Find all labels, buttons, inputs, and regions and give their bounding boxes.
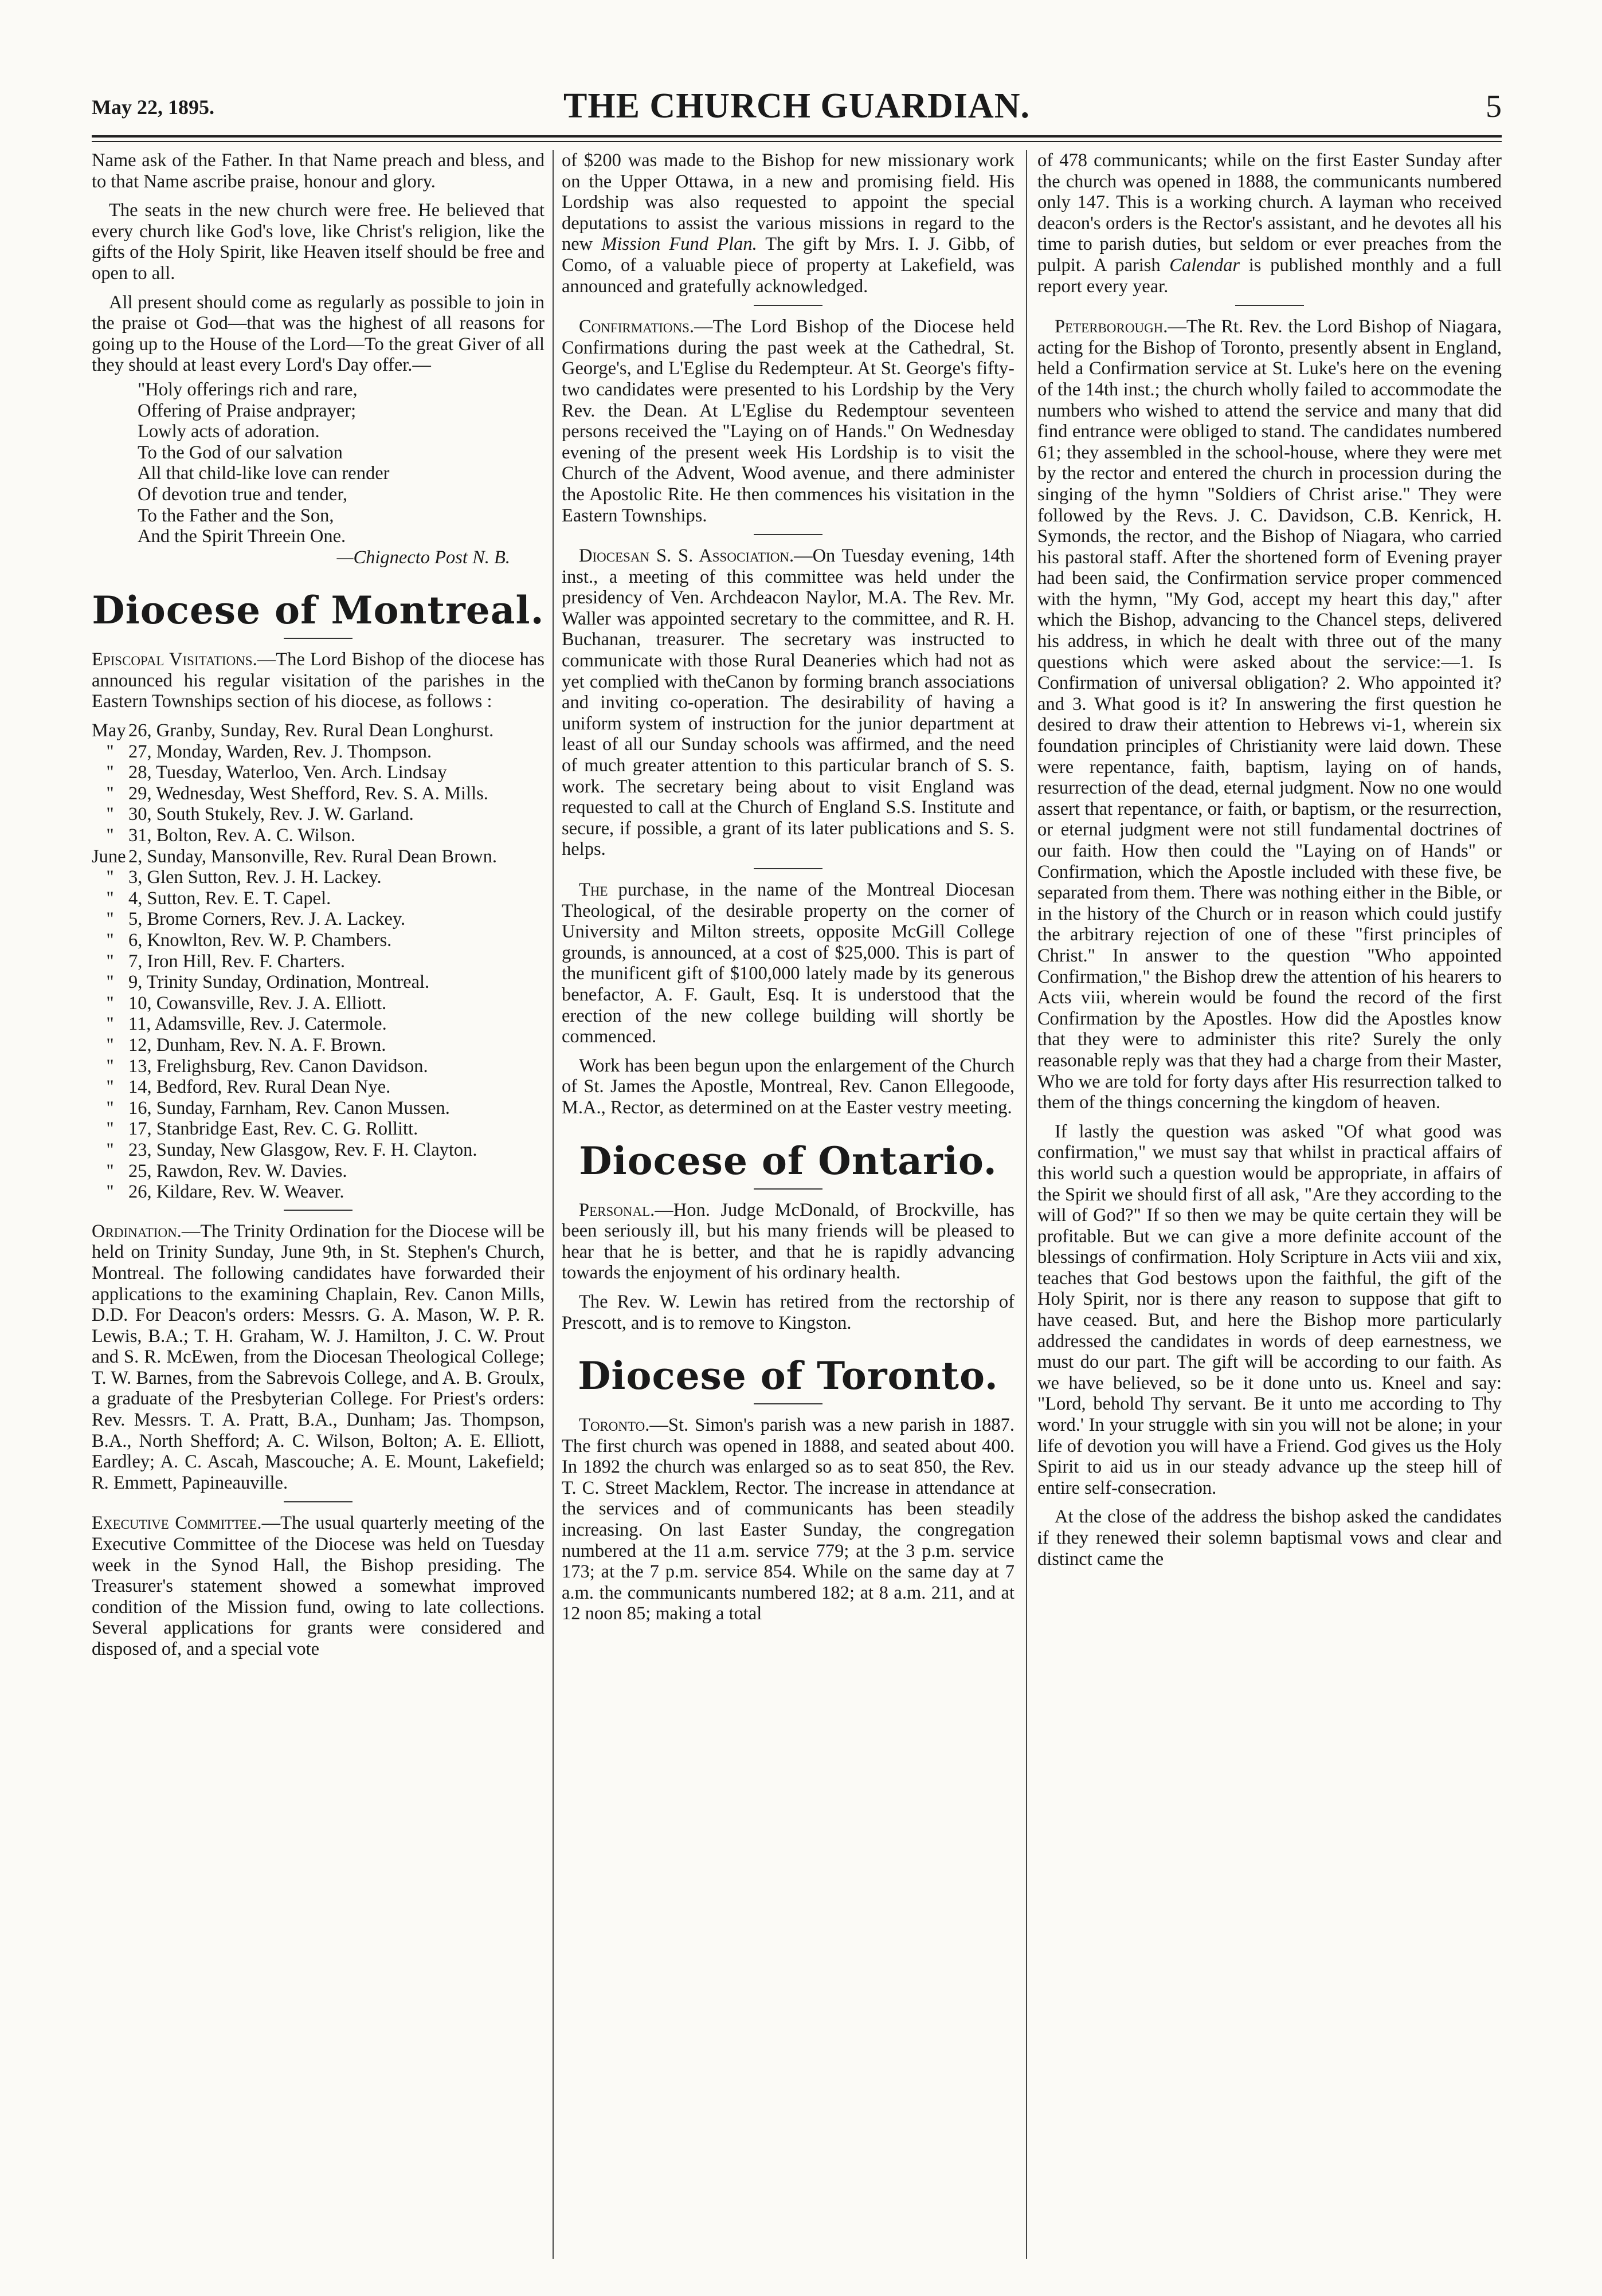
article-text: purchase, in the name of the Montreal Diocesan Theological, of the desirable property on the corner of University and Milton streets, opposite McGill College grounds, is announced, at a cost of $25,000. This is part of the munificent gift of $100,000 lately made by its generous benefactor, A. F. Gault, Esq. It is understood that the erection of the new college building will shortly be commenced. [562, 880, 1015, 1047]
article-paragraph: The seats in the new church were free. He believed that every church like God's love, like Christ's religion, like the gifts of the Holy Spirit, like Heaven itself should be free and open to all. [92, 200, 545, 284]
schedule-row [92, 1118, 545, 1140]
article-text: —The Trinity Ordination for the Diocese will be held on Trinity Sunday, June 9th, in St. Stephen's Church, Montreal. The following candidates have forwarded their applications to the examining Chaplain, Rev. Canon Mills, D.D. For Deacon's orders: Messrs. G. A. Mason, W. P. R. Lewis, B.A.; T. H. Graham, W. J. Hamilton, J. C. W. Prout and S. R. McEwen, from the Diocesan Theological College; T. W. Barnes, from the Sabrevois College, and A. B. Groulx, a graduate of the Presbyterian College. For Priest's orders: Rev. Messrs. T. A. Pratt, B.A., Dunham; Jas. Thompson, B.A., North Shefford; A. C. Wilson, Bolton; A. E. Elliott, Eardley; A. C. Ascah, Mascouche; A. E. Mount, Lakefield; R. Emmett, Papineauville. [92, 1220, 545, 1493]
schedule-entry: 12, Dunham, Rev. N. A. F. Brown. [128, 1034, 386, 1055]
schedule-month: " [106, 825, 114, 846]
short-rule [284, 1210, 352, 1211]
short-rule [754, 1403, 822, 1404]
section-heading-toronto: Diocese of Toronto. [578, 1353, 998, 1399]
schedule-month: " [106, 783, 114, 804]
section-heading-montreal: Diocese of Montreal. [92, 588, 545, 633]
schedule-row [92, 909, 545, 930]
schedule-month: " [106, 972, 114, 993]
lead-in: The [579, 880, 608, 900]
article-text: —The Lord Bishop of the diocese has announced his regular visitation of the parishes in the Eastern Townships section of his diocese, as follows : [92, 649, 545, 712]
schedule-row [92, 762, 545, 783]
short-rule [284, 638, 352, 639]
short-rule [1235, 305, 1304, 306]
schedule-row [92, 1056, 545, 1077]
page-number: 5 [1486, 89, 1502, 124]
schedule-row [92, 972, 545, 993]
masthead-rule-thin [92, 141, 1502, 142]
schedule-month: " [106, 909, 114, 930]
schedule-entry: 30, South Stukely, Rev. J. W. Garland. [128, 804, 414, 825]
poem [138, 379, 545, 568]
schedule-entry: 10, Cowansville, Rev. J. A. Elliott. [128, 992, 387, 1014]
visitation-schedule [92, 720, 545, 1203]
schedule-row [92, 993, 545, 1014]
article-text: —On Tuesday evening, 14th inst., a meeting of this committee was held under the presidency of Ven. Archdeacon Naylor, M.A. The Rev. Mr. Waller was appointed secretary to the committee, and R. H. Buchanan, treasurer. The secretary was instructed to communicate with those Rural Deaneries which had not as yet complied with theCanon by forming branch associations and inviting co-operation. The desirability of having a uniform system of instruction for the junior department at least of all our Sunday schools was affirmed, and the need of much greater attention to this particular branch of S. S. work. The secretary being about to visit England was requested to call at the Church of England S.S. Institute and secure, if possible, a grant of its later publications and S. S. helps. [562, 545, 1015, 860]
schedule-entry: 2, Sunday, Mansonville, Rev. Rural Dean Brown. [128, 846, 497, 867]
schedule-month: " [106, 1034, 114, 1055]
schedule-entry: 5, Brome Corners, Rev. J. A. Lackey. [128, 909, 406, 930]
schedule-row [92, 930, 545, 951]
poem-line: And the Spirit Threein One. [138, 526, 346, 547]
poem-line: To the God of our salvation [138, 442, 343, 463]
schedule-row [92, 825, 545, 846]
schedule-month: " [106, 1182, 114, 1203]
schedule-month: " [106, 1160, 114, 1182]
schedule-row [92, 1035, 545, 1056]
poem-line: Lowly acts of adoration. [138, 421, 320, 442]
article-paragraph: Name ask of the Father. In that Name preach and bless, and to that Name ascribe praise, honour and glory. [92, 150, 545, 192]
lead-in: Ordination. [92, 1220, 182, 1242]
schedule-row [92, 846, 545, 868]
schedule-month: " [106, 867, 114, 888]
schedule-month: " [106, 930, 114, 951]
schedule-row [92, 804, 545, 825]
schedule-entry: 17, Stanbridge East, Rev. C. G. Rollitt. [128, 1118, 418, 1140]
article-text: is published monthly and a full report every year. [1037, 254, 1502, 297]
schedule-row [92, 1077, 545, 1098]
schedule-entry: 4, Sutton, Rev. E. T. Capel. [128, 888, 331, 909]
lead-in: Toronto. [579, 1415, 650, 1436]
article-text: of 478 communicants; while on the first Easter Sunday after the church was opened in 1888, the communicants numbered only 147. This is a working church. A layman who received deacon's orders is the Rector's assistant, and he devotes all his time to parish duties, but seldom or ever preaches from the pulpit. A parish [1037, 150, 1502, 276]
schedule-entry: 14, Bedford, Rev. Rural Dean Nye. [128, 1077, 391, 1098]
schedule-month: " [106, 804, 114, 825]
schedule-month: " [106, 741, 114, 762]
short-rule [754, 868, 822, 869]
schedule-entry: 25, Rawdon, Rev. W. Davies. [128, 1160, 347, 1182]
article-paragraph: Work has been begun upon the enlargement of the Church of St. James the Apostle, Montreal, Rev. Canon Ellegoode, M.A., Rector, as determined on at the Easter vestry meeting. [562, 1055, 1015, 1118]
schedule-month: " [106, 1077, 114, 1098]
masthead-rule-thick [92, 135, 1502, 138]
issue-date: May 22, 1895. [92, 96, 214, 119]
schedule-month: " [106, 1139, 114, 1160]
schedule-row [92, 1182, 545, 1203]
schedule-entry: 3, Glen Sutton, Rev. J. H. Lackey. [128, 867, 382, 888]
short-rule [754, 1188, 822, 1190]
short-rule [754, 305, 822, 306]
lead-in: Episcopal Visitations. [92, 649, 257, 670]
schedule-entry: 23, Sunday, New Glasgow, Rev. F. H. Clayton. [128, 1139, 477, 1160]
schedule-month: " [106, 762, 114, 783]
schedule-row [92, 720, 545, 741]
schedule-row [92, 867, 545, 888]
schedule-row [92, 1098, 545, 1119]
schedule-month: " [106, 1118, 114, 1140]
schedule-entry: 26, Kildare, Rev. W. Weaver. [128, 1182, 344, 1203]
article-paragraph: The Rev. W. Lewin has retired from the rectorship of Prescott, and is to remove to Kingston. [562, 1291, 1015, 1333]
schedule-month: " [106, 888, 114, 909]
schedule-row [92, 1140, 545, 1161]
newspaper-title: THE CHURCH GUARDIAN. [563, 87, 1030, 125]
lead-in: Confirmations. [579, 316, 695, 337]
schedule-entry: 28, Tuesday, Waterloo, Ven. Arch. Lindsay [128, 762, 447, 783]
column-1 [92, 150, 545, 1668]
schedule-month: " [106, 1055, 114, 1077]
schedule-entry: 16, Sunday, Farnham, Rev. Canon Mussen. [128, 1097, 450, 1118]
schedule-entry: 6, Knowlton, Rev. W. P. Chambers. [128, 930, 392, 951]
schedule-entry: 31, Bolton, Rev. A. C. Wilson. [128, 825, 355, 846]
column-3 [1037, 150, 1502, 1577]
schedule-month: May [92, 720, 126, 741]
column-2 [562, 150, 1015, 1632]
article-text: The gift by Mrs. I. J. Gibb, of Como, of a valuable piece of property at Lakefield, was announced and gratefully acknowledged. [562, 234, 1015, 297]
schedule-entry: 9, Trinity Sunday, Ordination, Montreal. [128, 972, 430, 993]
schedule-entry: 13, Frelighsburg, Rev. Canon Davidson. [128, 1055, 428, 1077]
poem-line: Offering of Praise andprayer; [138, 400, 357, 421]
masthead [92, 86, 1502, 132]
column-divider [1026, 150, 1027, 2259]
article-paragraph: If lastly the question was asked "Of what good was confirmation," we must say that whilst in practical affairs of this world such a question would be appropriate, in affairs of the Spirit we should first of all ask, "Are they according to the will of God?" If so then we may be quite certain they will be profitable. But we can give a more definite account of the blessings of confirmation. Holy Scripture in Acts viii and xix, teaches that God bestows upon the faithful, the gift of the Holy Spirit, nor is there any reason to suppose that gift to have ceased. But, and here the Bishop more particularly addressed the candidates in words of deep earnestness, we must do our part. The gift will be according to our faith. As we have believed, so be it done unto us. Kneel and say: "Lord, behold Thy servant. Be it unto me according to Thy word.' In your struggle with sin you will not be alone; in your life of devotion you will have a Friend. God gives us the Holy Spirit to aid us in our steady advance up the steep hill of entire self-consecration. [1037, 1121, 1502, 1498]
lead-in: Personal. [579, 1199, 655, 1220]
schedule-month: " [106, 951, 114, 972]
schedule-month: June [92, 846, 126, 867]
article-text: —The Lord Bishop of the Diocese held Confirmations during the past week at the Cathedral, St. George's, and L'Eglise du Redempteur. At St. George's fifty-two candidates were presented to his Lordship by the Very Rev. the Dean. At L'Eglise du Redemptour seventeen persons received the "Laying on of Hands." On Wednesday evening of the present week His Lordship is to visit the Church of the Advent, Wood avenue, and there administer the Apostolic Rite. He then commences his visitation in the Eastern Townships. [562, 316, 1015, 526]
poem-attribution: —Chignecto Post N. B. [336, 547, 510, 568]
schedule-entry: 11, Adamsville, Rev. J. Catermole. [128, 1014, 387, 1035]
schedule-row [92, 1014, 545, 1035]
article-text: —St. Simon's parish was a new parish in 1887. The first church was opened in 1888, and seated about 400. In 1892 the church was enlarged so as to seat 850, the Rev. T. C. Street Macklem, Rector. The increase in attendance at the services and of communicants has been steadily increasing. On last Easter Sunday, the congregation numbered at the 11 a.m. service 779; at the 3 p.m. service 173; at the 7 p.m. service 854. While on the same day at 7 a.m. the communicants numbered 182; at 8 a.m. 211, and at 12 noon 85; making a total [562, 1415, 1015, 1624]
article-text-italic: Calendar [1169, 254, 1240, 276]
schedule-row [92, 951, 545, 972]
poem-line: Of devotion true and tender, [138, 484, 348, 505]
schedule-entry: 29, Wednesday, West Shefford, Rev. S. A. Mills. [128, 783, 488, 804]
schedule-row [92, 783, 545, 804]
schedule-entry: 26, Granby, Sunday, Rev. Rural Dean Longhurst. [128, 720, 494, 741]
article-text: of $200 was made to the Bishop for new missionary work on the Upper Ottawa, in a new and promising field. His Lordship was also requested to appoint the special deputations to assist the various missions in regard to the new [562, 150, 1015, 255]
poem-line: "Holy offerings rich and rare, [138, 379, 358, 400]
poem-line: To the Father and the Son, [138, 505, 334, 526]
lead-in: Executive Committee. [92, 1513, 262, 1534]
column-divider [553, 150, 554, 2259]
short-rule [284, 1501, 352, 1502]
schedule-month: " [106, 992, 114, 1014]
schedule-row [92, 888, 545, 909]
section-heading-ontario: Diocese of Ontario. [579, 1138, 997, 1183]
article-text: —The Rt. Rev. the Lord Bishop of Niagara, acting for the Bishop of Toronto, presently absent in England, held a Confirmation service at St. Luke's here on the evening of the 14th inst.; the church wholly failed to accommodate the numbers who wished to attend the service and many that did find entrance were obliged to stand. The candidates numbered 61; they assembled in the school-house, where they were met by the rector and entered the church in procession during the singing of the hymn "Soldiers of Christ arise." They were followed by the Revs. J. C. Davidson, C.B. Kenrick, H. Symonds, the rector, and the Bishop of Niagara, who carried his pastoral staff. After the shortened form of Evening prayer had been said, the Confirmation service proper commenced with the hymn, "My God, accept my heart this day," after which the Bishop, advancing to the Chancel steps, delivered his address, in which he dealt with three out of the many questions which were asked about the service:—1. Is Confirmation of universal obligation? 2. Who appointed it? and 3. What good is it? In answering the first question he desired to draw their attention to Hebrews vi-1, wherein six foundation principles of Christianity were laid down. These were repentance, faith, baptism, laying on of hands, resurrection of the dead, eternal judgment. Now no one would assert that repentance, or faith, or baptism, or the resurrection, or eternal judgment were not still fundamental doctrines of our faith. How then could the "Laying on of Hands" or Confirmation, which the Apostle included with these five, be separated from them. There was nothing either in the Bible, or in the history of the Church or in reason which could justify the arbitrary rejection of one of these "first principles of Christ." In answer to the question "Who appointed Confirmation," the Bishop drew the attention of his hearers to Acts viii, wherein would be found the record of the first Confirmation by the Apostles. How did the Apostles know that they were to administer this rite? Surely the only reasonable reply was that they had a charge from their Master, Who we are told for forty days after His resurrection talked to them of the things concerning the kingdom of heaven. [1037, 316, 1502, 1113]
lead-in: Peterborough. [1055, 316, 1168, 337]
article-text: —The usual quarterly meeting of the Executive Committee of the Diocese was held on Tuesday week in the Synod Hall, the Bishop presiding. The Treasurer's statement showed a somewhat improved condition of the Mission fund, owing to late collections. Several applications for grants were considered and disposed of, and a special vote [92, 1513, 545, 1659]
short-rule [754, 534, 822, 535]
article-paragraph: At the close of the address the bishop asked the candidates if they renewed their solemn baptismal vows and clear and distinct came the [1037, 1506, 1502, 1569]
article-paragraph: All present should come as regularly as possible to join in the praise ot God—that was the highest of all reasons for going up to the House of the Lord—To the great Giver of all they should at least every Lord's Day offer.— [92, 292, 545, 376]
schedule-entry: 27, Monday, Warden, Rev. J. Thompson. [128, 741, 432, 762]
article-text: —Hon. Judge McDonald, of Brockville, has been seriously ill, but his many friends will be pleased to hear that he is better, and that he is rapidly advancing towards the enjoyment of his ordinary health. [562, 1199, 1015, 1284]
schedule-row [92, 1161, 545, 1182]
lead-in: Diocesan S. S. Association. [579, 545, 794, 567]
poem-line: All that child-like love can render [138, 463, 390, 484]
schedule-month: " [106, 1097, 114, 1118]
schedule-row [92, 741, 545, 763]
schedule-entry: 7, Iron Hill, Rev. F. Charters. [128, 951, 346, 972]
article-text-italic: Mission Fund Plan. [601, 234, 757, 255]
schedule-month: " [106, 1014, 114, 1035]
